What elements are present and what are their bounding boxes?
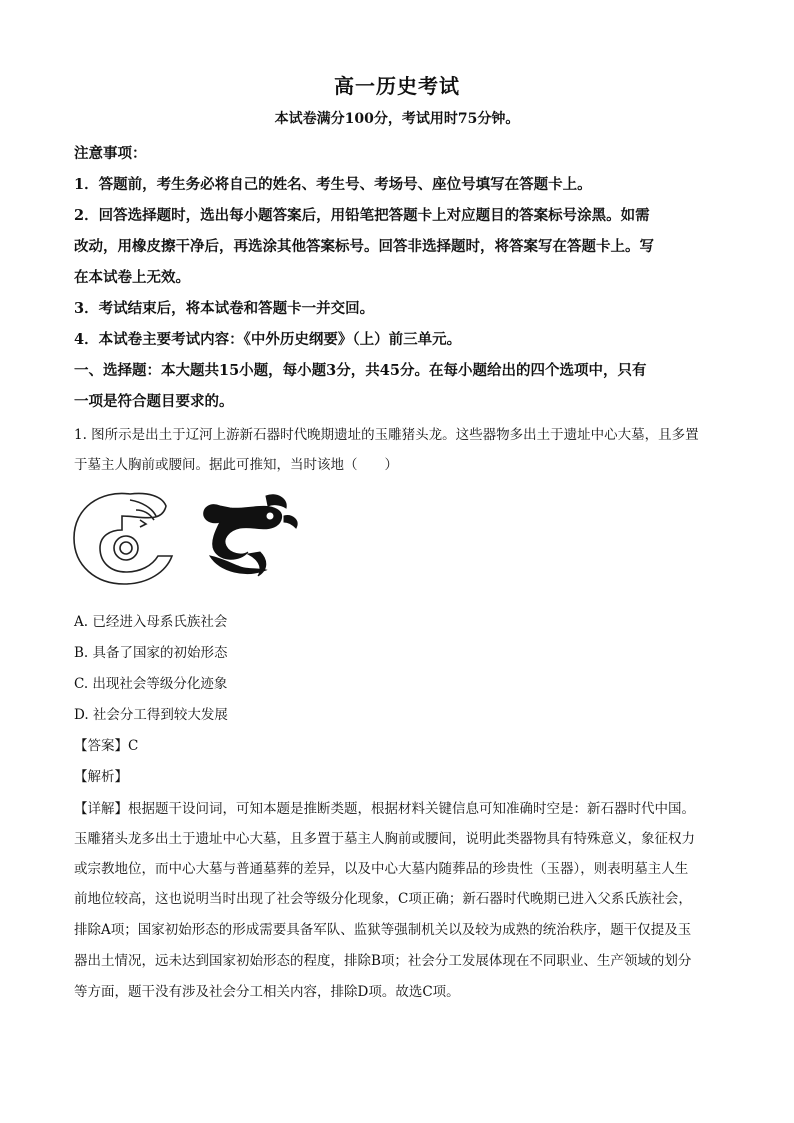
exam-subtitle: 本试卷满分100分，考试用时75分钟。 [274, 111, 520, 127]
option-a: A. 已经进入母系氏族社会 [74, 614, 228, 630]
notice-item: 1．答题前，考生务必将自己的姓名、考生号、考场号、座位号填写在答题卡上。 [74, 176, 592, 193]
notice-item: 改动，用橡皮擦干净后，再选涂其他答案标号。回答非选择题时，将答案写在答题卡上。写 [74, 238, 654, 255]
analysis-label: 【解析】 [74, 769, 128, 785]
notice-item: 2．回答选择题时，选出每小题答案后，用铅笔把答题卡上对应题目的答案标号涂黑。如需 [74, 207, 650, 224]
section-heading: 一、选择题：本大题共15小题，每小题3分，共45分。在每小题给出的四个选项中，只有 [74, 362, 647, 379]
notice-item: 3．考试结束后，将本试卷和答题卡一并交回。 [74, 300, 375, 317]
option-b: B. 具备了国家的初始形态 [74, 645, 228, 661]
jade-pig-dragon-figure [70, 486, 330, 586]
answer-label: 【答案】C [74, 738, 139, 754]
notice-item: 4．本试卷主要考试内容：《中外历史纲要》（上）前三单元。 [74, 331, 462, 348]
option-c: C. 出现社会等级分化迹象 [74, 676, 228, 692]
analysis-detail-line: 等方面，题干没有涉及社会分工相关内容，排除D项。故选C项。 [74, 984, 460, 1000]
question-stem: 1. 图所示是出土于辽河上游新石器时代晚期遗址的玉雕猪头龙。这些器物多出土于遗址中心大墓，且多置 [74, 427, 699, 443]
analysis-detail-line: 或宗教地位，而中心大墓与普通墓葬的差异，以及中心大墓内随葬品的珍贵性（玉器），则表明墓主人生 [74, 861, 689, 877]
analysis-detail-line: 器出土情况，远未达到国家初始形态的程度，排除B项；社会分工发展体现在不同职业、生产领域的划分 [74, 953, 692, 969]
option-d: D. 社会分工得到较大发展 [74, 707, 228, 723]
notice-item: 在本试卷上无效。 [74, 269, 190, 286]
analysis-detail-line: 前地位较高，这也说明当时出现了社会等级分化现象，C项正确；新石器时代晚期已进入父系氏族社会， [74, 891, 692, 907]
analysis-detail-line: 排除A项；国家初始形态的形成需要具备军队、监狱等强制机关以及较为成熟的统治秩序，题干仅提及玉 [74, 922, 692, 938]
analysis-detail-line: 玉雕猪头龙多出土于遗址中心大墓，且多置于墓主人胸前或腰间，说明此类器物具有特殊意义，象征权力 [74, 831, 695, 847]
section-heading: 一项是符合题目要求的。 [74, 393, 234, 410]
question-stem: 于墓主人胸前或腰间。据此可推知，当时该地（ ） [74, 457, 398, 473]
analysis-detail-line: 【详解】根据题干设问词，可知本题是推断类题，根据材料关键信息可知准确时空是：新石器时代中国。 [74, 801, 695, 817]
notice-heading: 注意事项： [74, 145, 147, 162]
exam-title: 高一历史考试 [334, 74, 460, 98]
pig-dragon-outline-image [74, 493, 172, 584]
pig-dragon-dark-image [204, 495, 297, 576]
